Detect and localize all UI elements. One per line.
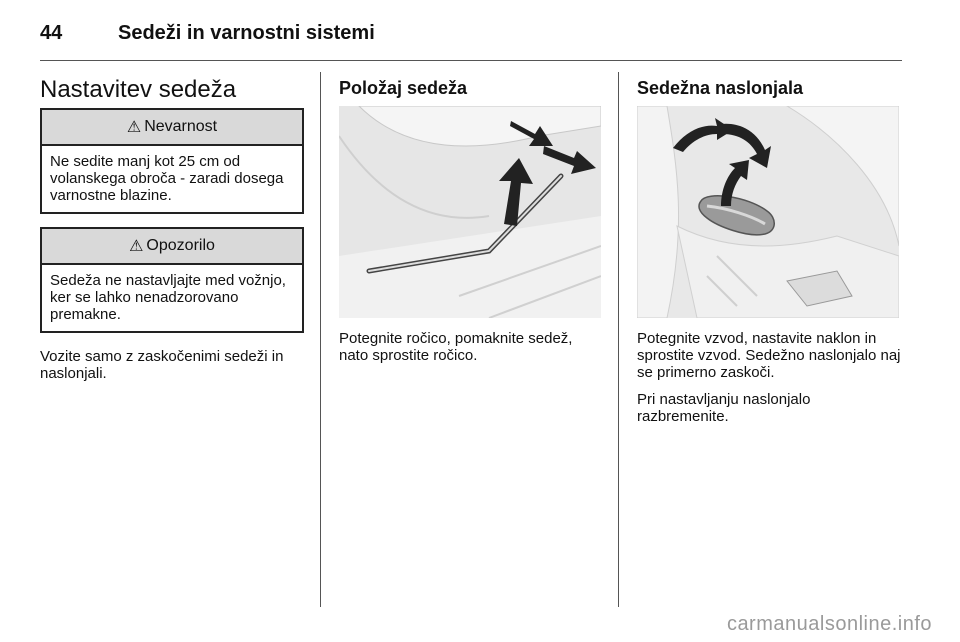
seat-lever-drawing (339, 106, 601, 318)
seatback-instruction-paragraph: Potegnite vzvod, nastavite naklon in sprostite vzvod. Sedežno naslonjalo naj se primerno zaskoči. (637, 330, 901, 381)
seat-locked-paragraph: Vozite samo z zaskočenimi sedeži in naslonjali. (40, 348, 284, 382)
chapter-title: Sedeži in varnostni sistemi (118, 21, 375, 44)
warning-triangle-icon: ⚠ (129, 238, 144, 255)
warning-text: Sedeža ne nastavljajte med vožnjo, ker se lahko nenadzorovano premakne. (50, 272, 286, 323)
section-title-seat-position: Položaj sedeža (339, 78, 468, 98)
column-divider-2 (618, 72, 619, 607)
watermark: carmanualsonline.info (726, 613, 932, 635)
warning-box (40, 227, 304, 333)
seatback-relieve-paragraph: Pri nastavljanju naslonjalo razbremenite. (637, 391, 811, 425)
column-divider-1 (320, 72, 321, 607)
danger-box-header (42, 110, 302, 146)
warning-box-header (42, 229, 302, 265)
header-rule (40, 60, 902, 61)
danger-box (40, 108, 304, 214)
warning-title: Opozorilo (146, 237, 215, 254)
seatback-lever-drawing (637, 106, 899, 318)
section-title-seatbacks: Sedežna naslonjala (637, 78, 804, 98)
danger-text: Ne sedite manj kot 25 cm od volanskega obroča - zaradi dosega varnostne blazine. (50, 153, 284, 204)
page-number: 44 (40, 21, 63, 44)
page-header (40, 18, 375, 48)
seatback-illustration (637, 106, 899, 318)
section-title-seat-adjustment: Nastavitev sedeža (40, 76, 237, 103)
seat-position-illustration (339, 106, 601, 318)
warning-triangle-icon: ⚠ (126, 119, 142, 136)
seat-position-caption: Potegnite ročico, pomaknite sedež, nato sprostite ročico. (339, 330, 573, 364)
danger-title: Nevarnost (144, 118, 218, 135)
